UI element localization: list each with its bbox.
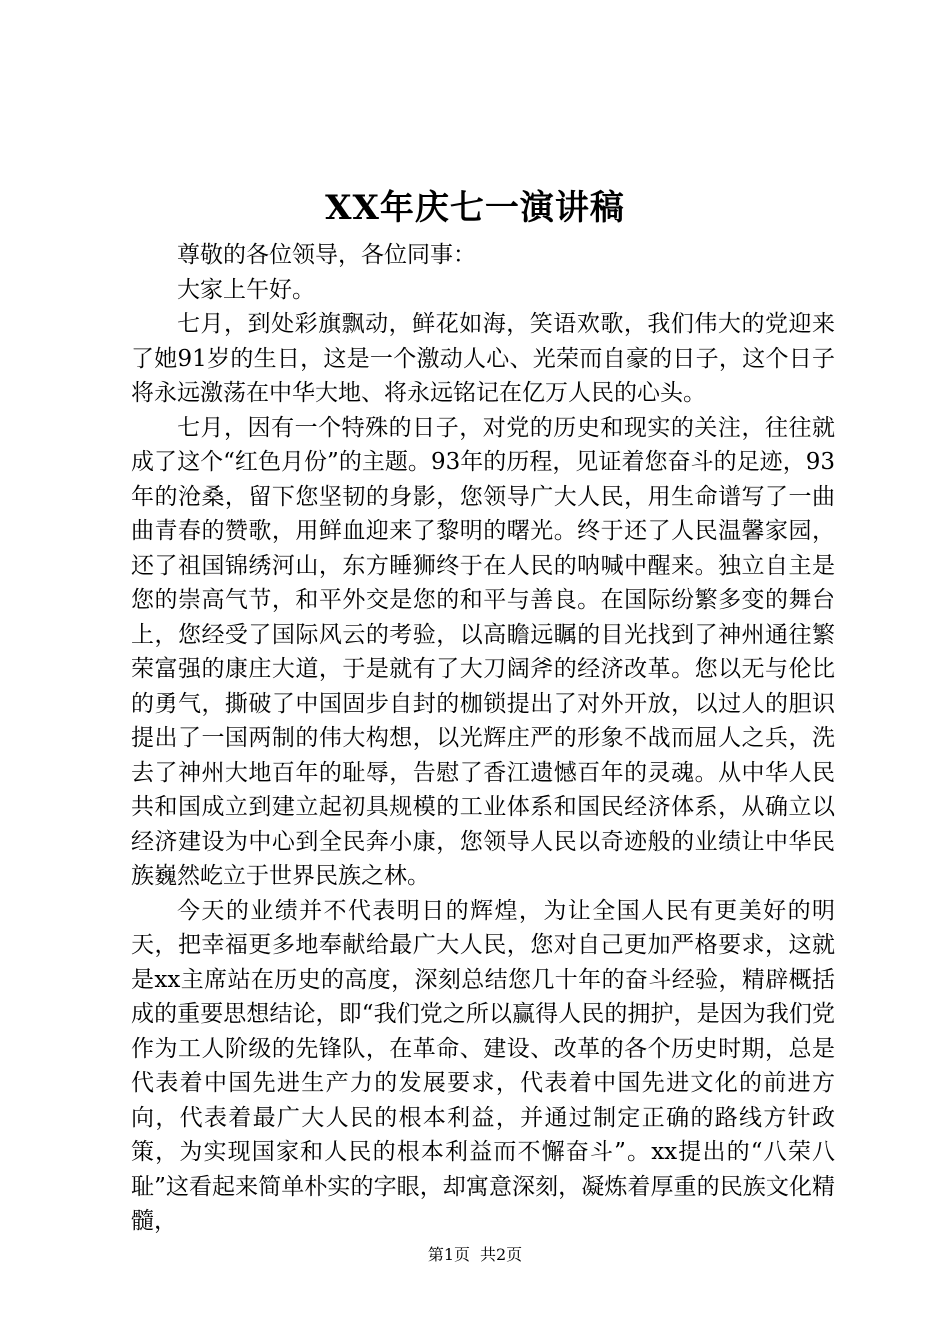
greeting-paragraph: 大家上午好。 [177,276,315,303]
body-paragraph: 七月，到处彩旗飘动，鲜花如海，笑语欢歌，我们伟大的党迎来了她91岁的生日，这是一个激动人心、光荣而自豪的日子，这个日子将永远激荡在中华大地、将永远铭记在亿万人民的心头。 [131,311,835,406]
body-paragraph: 七月，因有一个特殊的日子，对党的历史和现实的关注，往往就成了这个“红色月份”的主题。93年的历程，见证着您奋斗的足迹，93年的沧桑，留下您坚韧的身影，您领导广大人民，用生命谱写了一曲曲青春的赞歌，用鲜血迎来了黎明的曙光。终于还了人民温馨家园，还了祖国锦绣河山，东方睡狮终于在人民的呐喊中醒来。独立自主是您的崇高气节，和平外交是您的和平与善良。在国际纷繁多变的舞台上，您经受了国际风云的考验，以高瞻远瞩的目光找到了神州通往繁荣富强的康庄大道，于是就有了大刀阔斧的经济改革。您以无与伦比的勇气，撕破了中国固步自封的枷锁提出了对外开放，以过人的胆识提出了一国两制的伟大构想，以光辉庄严的形象不战而屈人之兵，洗去了神州大地百年的耻辱，告慰了香江遗憾百年的灵魂。从中华人民共和国成立到建立起初具规模的工业体系和国民经济体系，从确立以经济建设为中心到全民奔小康，您领导人民以奇迹般的业绩让中华民族巍然屹立于世界民族之林。 [131,414,835,889]
document-body [131,238,835,1239]
document-title: XX年庆七一演讲稿 [325,188,625,228]
page-number: 第1页 [427,1245,470,1264]
body-paragraph: 今天的业绩并不代表明日的辉煌，为让全国人民有更美好的明天，把幸福更多地奉献给最广大人民，您对自己更加严格要求，这就是xx主席站在历史的高度，深刻总结您几十年的奋斗经验，精辟概括成的重要思想结论，即“我们党之所以赢得人民的拥护，是因为我们党作为工人阶级的先锋队，在革命、建设、改革的各个历史时期，总是代表着中国先进生产力的发展要求，代表着中国先进文化的前进方向，代表着最广大人民的根本利益，并通过制定正确的路线方针政策，为实现国家和人民的根本利益而不懈奋斗”。xx提出的“八荣八耻”这看起来简单朴实的字眼，却寓意深刻，凝炼着厚重的民族文化精髓， [131,897,835,1234]
page-footer [0,1244,950,1266]
salutation-paragraph: 尊敬的各位领导，各位同事： [177,242,476,268]
page-total: 共2页 [480,1245,523,1264]
